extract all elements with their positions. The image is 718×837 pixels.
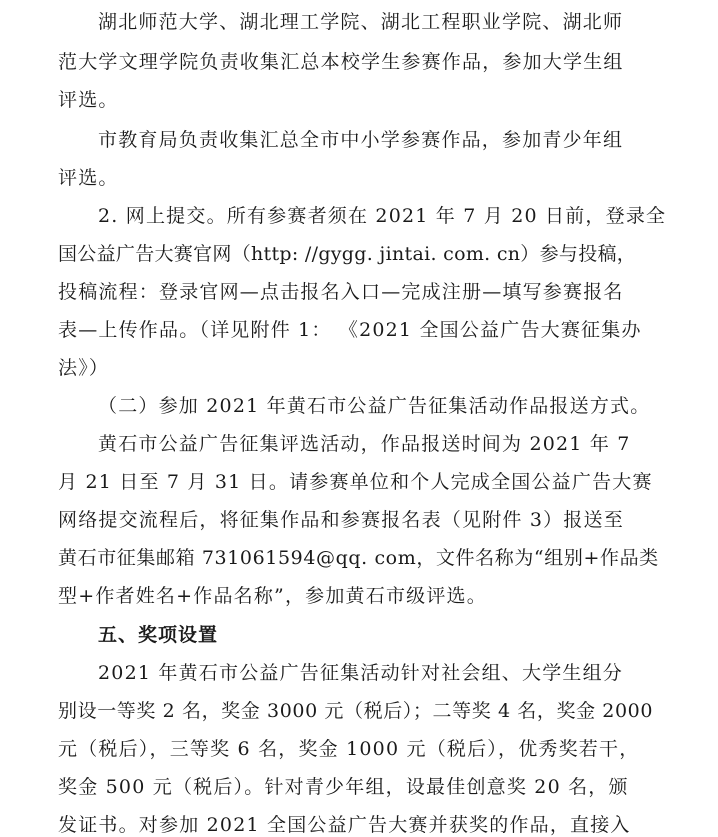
paragraph-line: 奖金 500 元（税后）。针对青少年组，设最佳创意奖 20 名，颁 xyxy=(58,776,629,798)
paragraph-line: 表—上传作品。（详见附件 1： 《2021 全国公益广告大赛征集办 xyxy=(58,319,642,341)
paragraph-line: 黄石市公益广告征集评选活动，作品报送时间为 2021 年 7 xyxy=(98,433,631,455)
paragraph-line: 网络提交流程后，将征集作品和参赛报名表（见附件 3）报送至 xyxy=(58,509,624,531)
section-heading: 五、奖项设置 xyxy=(98,624,219,646)
paragraph-line: 元（税后），三等奖 6 名，奖金 1000 元（税后），优秀奖若干， xyxy=(58,738,640,760)
paragraph-line: 评选。 xyxy=(58,89,119,111)
paragraph-line: 别设一等奖 2 名，奖金 3000 元（税后）；二等奖 4 名，奖金 2000 xyxy=(58,700,654,722)
paragraph-line: 2021 年黄石市公益广告征集活动针对社会组、大学生组分 xyxy=(98,662,623,684)
paragraph-line: 发证书。对参加 2021 全国公益广告大赛并获奖的作品，直接入 xyxy=(58,814,631,836)
paragraph-line: 2. 网上提交。所有参赛者须在 2021 年 7 月 20 日前，登录全 xyxy=(98,205,667,227)
paragraph-line: 湖北师范大学、湖北理工学院、湖北工程职业学院、湖北师 xyxy=(98,11,624,33)
paragraph-line: 市教育局负责收集汇总全市中小学参赛作品，参加青少年组 xyxy=(98,129,624,151)
paragraph-line: 投稿流程：登录官网—点击报名入口—完成注册—填写参赛报名 xyxy=(58,281,624,303)
paragraph-line: 评选。 xyxy=(58,167,119,189)
paragraph-line: 黄石市征集邮箱 731061594@qq. com，文件名称为“组别+作品类 xyxy=(58,547,659,569)
section-subheading: （二）参加 2021 年黄石市公益广告征集活动作品报送方式。 xyxy=(98,395,651,417)
paragraph-line: 月 21 日至 7 月 31 日。请参赛单位和个人完成全国公益广告大赛 xyxy=(58,471,653,493)
paragraph-line: 国公益广告大赛官网（http: //gygg. jintai. com. cn）参与投稿， xyxy=(58,243,637,265)
paragraph-line: 法》） xyxy=(58,357,110,379)
paragraph-line: 范大学文理学院负责收集汇总本校学生参赛作品，参加大学生组 xyxy=(58,51,624,73)
paragraph-line: 型+作者姓名+作品名称”，参加黄石市级评选。 xyxy=(58,585,487,607)
